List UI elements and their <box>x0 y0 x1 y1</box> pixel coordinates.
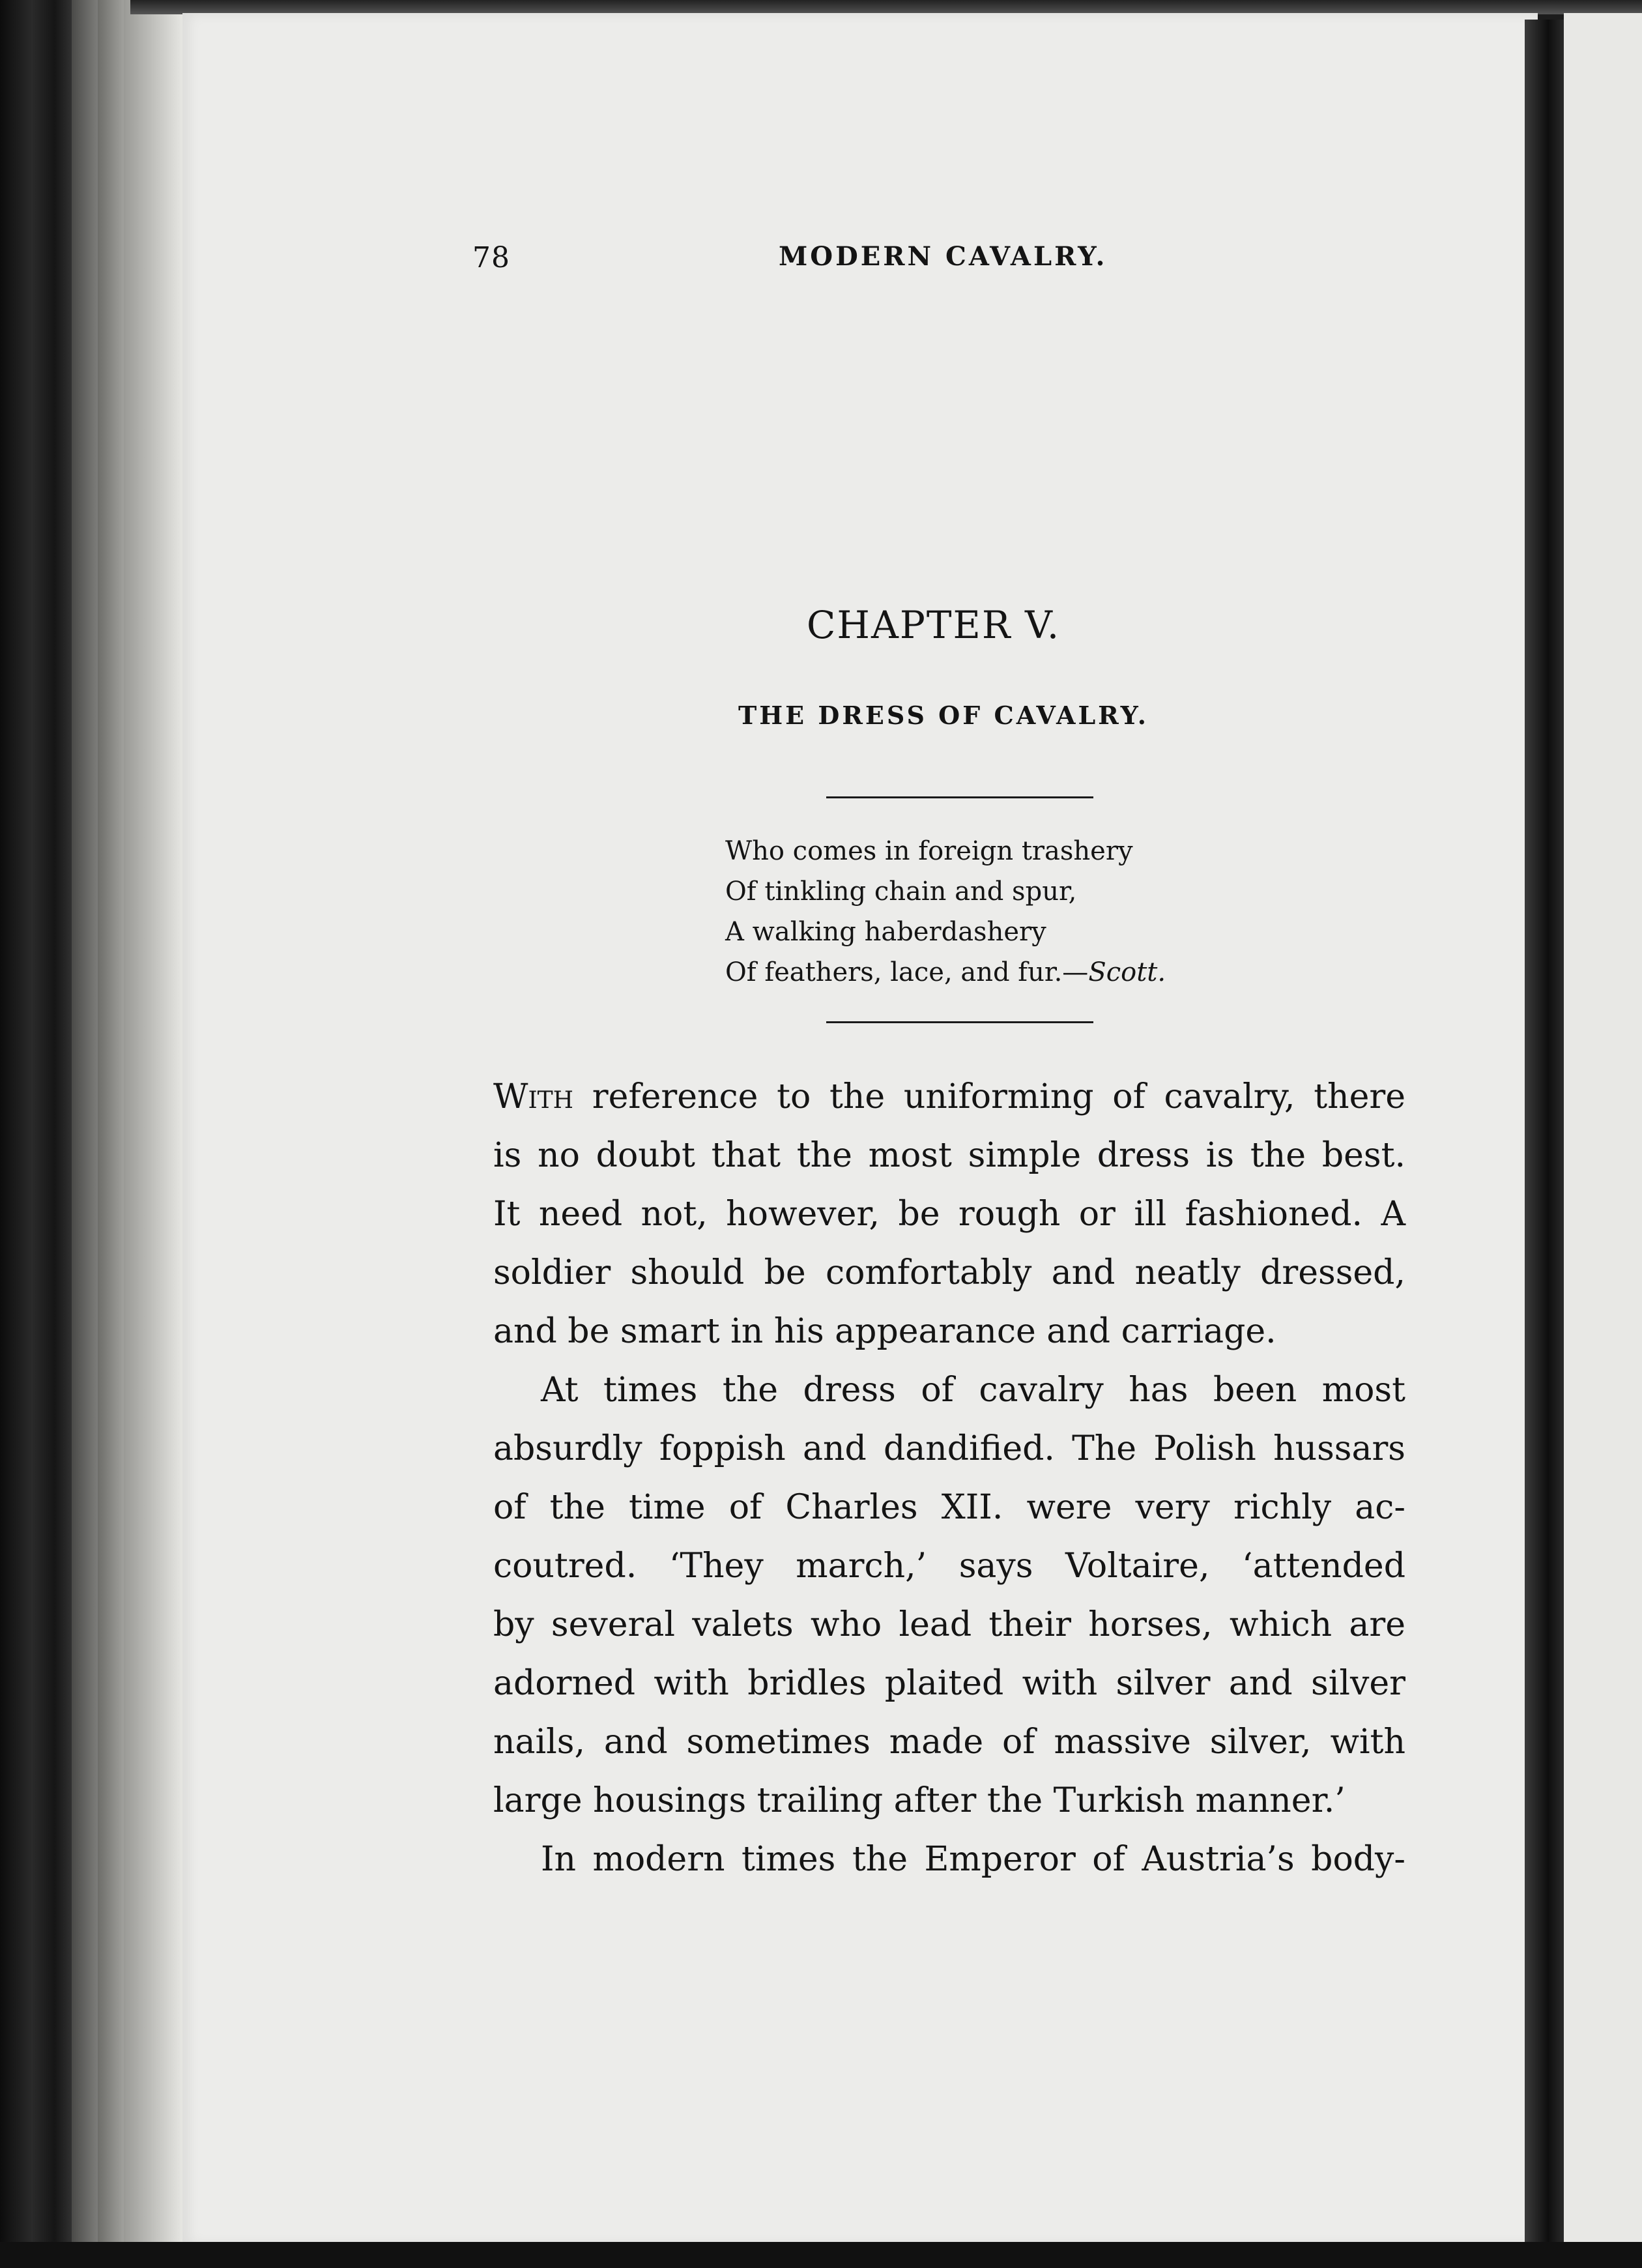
epigraph-line-with-attribution <box>725 952 1166 993</box>
epigraph-line: Who comes in foreign trashery <box>725 836 1133 866</box>
epigraph-attribution: Scott. <box>1088 957 1166 987</box>
epigraph <box>725 831 1166 993</box>
body-line: absurdly foppish and dandified. The Polish hussars <box>493 1429 1405 1468</box>
body-line: by several valets who lead their horses, which are <box>493 1605 1405 1644</box>
body-line: In modern times the Emperor of Austria’s body- <box>541 1840 1405 1879</box>
body-text: reference to the uniforming of cavalry, there <box>573 1077 1405 1116</box>
page-edge <box>124 0 184 2268</box>
body-line <box>493 1077 1405 1116</box>
body-line: At times the dress of cavalry has been most <box>541 1371 1405 1410</box>
drop-word: With <box>493 1077 574 1116</box>
book-page <box>182 13 1538 2245</box>
epigraph-line: Of feathers, lace, and fur.— <box>725 957 1089 987</box>
divider-rule <box>826 796 1093 798</box>
chapter-subtitle: THE DRESS OF CAVALRY. <box>738 701 1149 730</box>
divider-rule <box>826 1021 1093 1023</box>
bottom-edge-shadow <box>0 2242 1642 2268</box>
body-line: of the time of Charles XII. were very richly ac- <box>493 1488 1405 1527</box>
page-number: 78 <box>472 241 510 274</box>
body-line: It need not, however, be rough or ill fashioned. A <box>493 1195 1405 1234</box>
facing-page-edge <box>1564 13 1642 2242</box>
body-line: large housings trailing after the Turkish manner.’ <box>493 1781 1346 1820</box>
epigraph-line: Of tinkling chain and spur, <box>725 877 1077 907</box>
gutter-shadow <box>1525 20 1564 2248</box>
top-edge-shadow <box>130 0 1642 14</box>
body-line: coutred. ‘They march,’ says Voltaire, ‘attended <box>493 1547 1405 1586</box>
chapter-title: CHAPTER V. <box>807 603 1061 647</box>
body-line: soldier should be comfortably and neatly dressed, <box>493 1253 1405 1292</box>
running-title: MODERN CAVALRY. <box>779 241 1108 272</box>
epigraph-line: A walking haberdashery <box>725 917 1046 947</box>
body-line: adorned with bridles plaited with silver and silver <box>493 1664 1405 1703</box>
body-line: nails, and sometimes made of massive silver, with <box>493 1723 1405 1762</box>
body-line: is no doubt that the most simple dress is the best. <box>493 1136 1405 1175</box>
body-line: and be smart in his appearance and carriage. <box>493 1312 1276 1351</box>
